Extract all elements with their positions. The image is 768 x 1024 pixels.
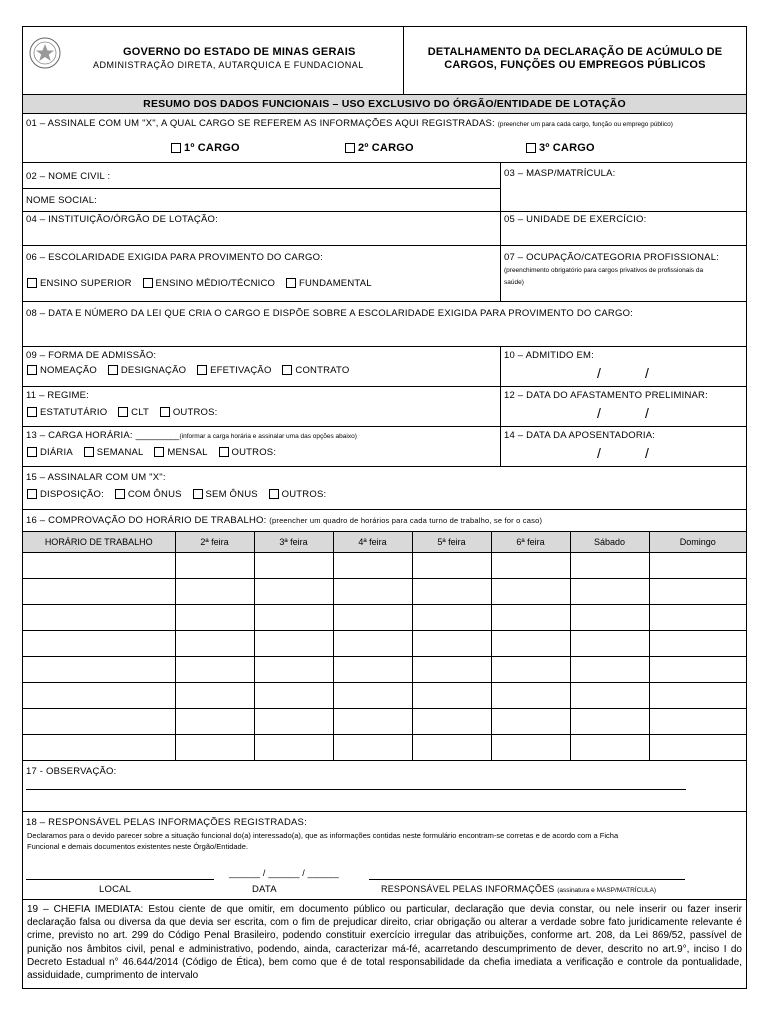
date-slash: /	[645, 365, 649, 381]
schedule-cell[interactable]	[491, 579, 570, 605]
schedule-cell[interactable]	[649, 579, 746, 605]
clt-label: CLT	[131, 407, 149, 418]
gov-header	[23, 27, 403, 94]
signature-line[interactable]	[369, 879, 685, 880]
field-13-label-row	[26, 430, 357, 441]
field-13-label: 13 – CARGA HORÁRIA: ________	[26, 430, 180, 441]
carga-outros-option[interactable]	[219, 447, 277, 458]
field-04-cell[interactable]	[23, 212, 500, 245]
schedule-row	[23, 657, 746, 683]
field-06-07-row	[23, 246, 746, 302]
schedule-row	[23, 735, 746, 761]
schedule-cell[interactable]	[491, 605, 570, 631]
fundamental-label: FUNDAMENTAL	[298, 278, 372, 289]
field-02-03-row	[23, 163, 746, 212]
schedule-row	[23, 631, 746, 657]
schedule-cell[interactable]	[491, 657, 570, 683]
field-06-cell	[23, 246, 500, 301]
section-title-bar	[23, 95, 746, 114]
field-03-cell[interactable]	[500, 163, 746, 211]
field-19-text: Estou ciente de que omitir, em documento público ou particular, declaração que devia constar, ou nele inserir ou fazer inserir declaração falsa ou diversa da que devia ser escrita, com o fim de prejudicar direito, criar obrigação ou alterar a verdade sobre fato juridicamente relevante é crime, previsto no art. 299 do Código Penal Brasileiro, podendo constituir exercício irregular das atribuições, conforme art. 208, da Lei 869/52, passível de punição nos âmbitos civil, penal e administrativo, podendo, ainda, caracterizar má-fé, acarretando descumprimento de dever, descrito no art.9°, inciso I do Decreto Estadual n° 46.644/2014 (Código de Ética), bem como que é de total responsabilidade da chefia imediata a verificação e controle da pontualidade, assiduidade, cumprimento de intervalo	[27, 904, 742, 982]
schedule-cell[interactable]	[570, 553, 649, 579]
schedule-cell[interactable]	[333, 683, 412, 709]
resp-note: (assinatura e MASP/MATRÍCULA)	[557, 887, 657, 894]
local-caption: LOCAL	[99, 884, 132, 895]
cargo-3-option[interactable]	[526, 142, 595, 154]
field-12-label: 12 – DATA DO AFASTAMENTO PRELIMINAR:	[504, 390, 708, 401]
schedule-cell[interactable]	[570, 631, 649, 657]
field-09-label: 09 – FORMA DE ADMISSÃO:	[26, 350, 157, 361]
field-16-note: (preencher um quadro de horários para cada turno de trabalho, se for o caso)	[269, 516, 543, 525]
mensal-checkbox[interactable]	[154, 447, 164, 457]
field-11-options	[27, 407, 226, 418]
date-slash: /	[597, 365, 601, 381]
field-01-label	[26, 118, 673, 129]
schedule-cell[interactable]	[254, 709, 333, 735]
schedule-cell[interactable]	[254, 735, 333, 761]
schedule-cell[interactable]	[333, 553, 412, 579]
schedule-cell[interactable]	[491, 553, 570, 579]
schedule-body	[23, 553, 746, 761]
ensino-superior-checkbox[interactable]	[27, 278, 37, 288]
carga-outros-label: OUTROS:	[231, 447, 277, 458]
ensino-superior-option[interactable]	[27, 278, 132, 289]
cargo-2-checkbox[interactable]	[345, 143, 355, 153]
nome-divider	[23, 188, 500, 189]
disp-outros-label: OUTROS:	[281, 489, 327, 500]
schedule-cell[interactable]	[570, 735, 649, 761]
designacao-checkbox[interactable]	[108, 365, 118, 375]
cargo-1-checkbox[interactable]	[171, 143, 181, 153]
sem-onus-label: SEM ÔNUS	[205, 489, 258, 500]
sem-onus-checkbox[interactable]	[193, 489, 203, 499]
nomeacao-checkbox[interactable]	[27, 365, 37, 375]
schedule-cell[interactable]	[570, 683, 649, 709]
field-06-options	[27, 278, 380, 289]
designacao-option[interactable]	[108, 365, 186, 376]
contrato-option[interactable]	[282, 365, 349, 376]
cargo-2-option[interactable]	[345, 142, 414, 154]
gov-subtitle: ADMINISTRAÇÃO DIRETA, AUTARQUICA E FUNDACIONAL	[93, 60, 364, 70]
schedule-cell[interactable]	[333, 631, 412, 657]
section-title: RESUMO DOS DADOS FUNCIONAIS – USO EXCLUSIVO DO ÓRGÃO/ENTIDADE DE LOTAÇÃO	[143, 98, 626, 110]
schedule-cell[interactable]	[412, 631, 491, 657]
schedule-row	[23, 709, 746, 735]
com-onus-label: COM ÔNUS	[127, 489, 182, 500]
field-13-14-row	[23, 427, 746, 467]
schedule-cell[interactable]	[412, 553, 491, 579]
field-16-label-row	[26, 515, 542, 526]
diaria-checkbox[interactable]	[27, 447, 37, 457]
efetivacao-label: EFETIVAÇÃO	[210, 365, 272, 376]
field-03-label: 03 – MASP/MATRÍCULA:	[504, 168, 616, 179]
contrato-checkbox[interactable]	[282, 365, 292, 375]
clt-checkbox[interactable]	[118, 407, 128, 417]
col-quinta: 5ª feira	[412, 532, 491, 553]
field-11-cell	[23, 387, 500, 426]
field-04-05-row	[23, 212, 746, 246]
col-segunda: 2ª feira	[175, 532, 254, 553]
field-08-row[interactable]	[23, 302, 746, 347]
schedule-cell[interactable]	[254, 683, 333, 709]
schedule-cell[interactable]	[254, 579, 333, 605]
field-04-label: 04 – INSTITUIÇÃO/ÓRGÃO DE LOTAÇÃO:	[26, 214, 218, 225]
schedule-cell[interactable]	[254, 631, 333, 657]
field-01-row	[23, 114, 746, 163]
field-18-row	[23, 812, 746, 900]
fundamental-option[interactable]	[286, 278, 372, 289]
schedule-cell[interactable]	[412, 735, 491, 761]
diaria-label: DIÁRIA	[40, 447, 73, 458]
doc-title-line1: DETALHAMENTO DA DECLARAÇÃO DE ACÚMULO DE	[427, 46, 723, 58]
schedule-cell[interactable]	[570, 657, 649, 683]
mensal-label: MENSAL	[167, 447, 208, 458]
schedule-cell[interactable]	[412, 657, 491, 683]
clt-option[interactable]	[118, 407, 149, 418]
schedule-cell[interactable]	[491, 709, 570, 735]
resp-caption-row	[381, 884, 656, 894]
ensino-medio-checkbox[interactable]	[143, 278, 153, 288]
field-09-options	[27, 365, 357, 376]
col-terca: 3ª feira	[254, 532, 333, 553]
disposicao-option[interactable]	[27, 489, 104, 500]
state-seal-icon	[29, 37, 61, 69]
field-16-label: 16 – COMPROVAÇÃO DO HORÁRIO DE TRABALHO:	[26, 515, 267, 526]
field-18-decl1: Declaramos para o devido parecer sobre a situação funcional do(a) interessado(a), que as informações contidas neste formulário encontram-se corretas e de acordo com a Ficha	[27, 831, 619, 840]
com-onus-option[interactable]	[115, 489, 182, 500]
schedule-cell[interactable]	[570, 579, 649, 605]
field-19-paragraph	[27, 903, 742, 982]
resp-caption: RESPONSÁVEL PELAS INFORMAÇÕES	[381, 884, 555, 894]
field-11-12-row	[23, 387, 746, 427]
accumulation-form	[22, 26, 747, 989]
local-line[interactable]	[26, 879, 214, 880]
regime-outros-checkbox[interactable]	[160, 407, 170, 417]
diaria-option[interactable]	[27, 447, 73, 458]
field-16-header	[23, 510, 746, 531]
schedule-cell[interactable]	[254, 553, 333, 579]
doc-title-line2: CARGOS, FUNÇÕES OU EMPREGOS PÚBLICOS	[444, 59, 706, 71]
field-10-cell[interactable]	[500, 347, 746, 386]
field-14-cell[interactable]	[500, 427, 746, 466]
field-15-options	[27, 489, 334, 500]
schedule-cell[interactable]	[649, 709, 746, 735]
schedule-row	[23, 553, 746, 579]
schedule-cell[interactable]	[491, 735, 570, 761]
schedule-header-row	[23, 532, 746, 553]
field-18-decl2: Funcional e demais documentos existentes neste Órgão/Entidade.	[27, 842, 248, 851]
mensal-option[interactable]	[154, 447, 207, 458]
schedule-cell[interactable]	[333, 605, 412, 631]
form-header	[23, 27, 746, 95]
col-horario: HORÁRIO DE TRABALHO	[23, 532, 175, 553]
field-06-label: 06 – ESCOLARIDADE EXIGIDA PARA PROVIMENTO DO CARGO:	[26, 252, 324, 263]
schedule-cell[interactable]	[412, 605, 491, 631]
data-caption: DATA	[252, 884, 277, 895]
field-05-label: 05 – UNIDADE DE EXERCÍCIO:	[504, 214, 647, 225]
col-sexta: 6ª feira	[491, 532, 570, 553]
schedule-cell[interactable]	[175, 605, 254, 631]
doc-title-block	[403, 27, 746, 94]
schedule-cell[interactable]	[570, 605, 649, 631]
designacao-label: DESIGNAÇÃO	[120, 365, 187, 376]
schedule-cell[interactable]	[649, 657, 746, 683]
schedule-row	[23, 605, 746, 631]
schedule-cell[interactable]	[649, 553, 746, 579]
field-07-label: 07 – OCUPAÇÃO/CATEGORIA PROFISSIONAL:	[504, 252, 720, 263]
nomeacao-option[interactable]	[27, 365, 97, 376]
schedule-cell[interactable]	[333, 709, 412, 735]
field-11-label: 11 – REGIME:	[26, 390, 89, 401]
field-01-label-text: 01 – ASSINALE COM UM "X", A QUAL CARGO SE REFEREM AS INFORMAÇÕES AQUI REGISTRADAS:	[26, 118, 495, 129]
schedule-table	[23, 531, 746, 761]
cargo-1-option[interactable]	[171, 142, 240, 154]
schedule-cell[interactable]	[570, 709, 649, 735]
field-10-label: 10 – ADMITIDO EM:	[504, 350, 594, 361]
semanal-option[interactable]	[84, 447, 144, 458]
field-13-cell	[23, 427, 500, 466]
estatutario-label: ESTATUTÁRIO	[40, 407, 108, 418]
col-quarta: 4ª feira	[333, 532, 412, 553]
field-07-note1: (preenchimento obrigatório para cargos privativos de profissionais da	[504, 267, 704, 274]
ensino-superior-label: ENSINO SUPERIOR	[40, 278, 132, 289]
field-19-label: 19 – CHEFIA IMEDIATA:	[27, 904, 144, 915]
schedule-cell[interactable]	[23, 735, 175, 761]
schedule-cell[interactable]	[333, 735, 412, 761]
ensino-medio-option[interactable]	[143, 278, 276, 289]
schedule-cell[interactable]	[333, 579, 412, 605]
cargo-3-label: 3º CARGO	[539, 142, 595, 154]
contrato-label: CONTRATO	[295, 365, 350, 376]
schedule-cell[interactable]	[649, 683, 746, 709]
field-18-label: 18 – RESPONSÁVEL PELAS INFORMAÇÕES REGISTRADAS:	[26, 817, 307, 828]
field-13-note: (informar a carga horária e assinalar uma das opções abaixo)	[179, 433, 357, 440]
col-domingo: Domingo	[649, 532, 746, 553]
field-02-label: 02 – NOME CIVIL :	[26, 171, 111, 182]
regime-outros-label: OUTROS:	[172, 407, 218, 418]
field-07-note2: saúde)	[504, 279, 524, 286]
date-slash: /	[597, 405, 601, 421]
efetivacao-checkbox[interactable]	[197, 365, 207, 375]
schedule-cell[interactable]	[491, 683, 570, 709]
regime-outros-option[interactable]	[160, 407, 218, 418]
date-slash: /	[597, 445, 601, 461]
estatutario-option[interactable]	[27, 407, 107, 418]
field-19-row	[23, 900, 746, 989]
schedule-cell[interactable]	[23, 605, 175, 631]
field-02-cell[interactable]	[23, 163, 500, 211]
schedule-cell[interactable]	[23, 553, 175, 579]
field-01-note: (preencher um para cada cargo, função ou emprego público)	[497, 121, 673, 128]
fundamental-checkbox[interactable]	[286, 278, 296, 288]
schedule-cell[interactable]	[412, 709, 491, 735]
field-15-row	[23, 467, 746, 510]
nome-social-label: NOME SOCIAL:	[26, 195, 98, 206]
gov-title: GOVERNO DO ESTADO DE MINAS GERAIS	[123, 46, 356, 58]
schedule-cell[interactable]	[23, 579, 175, 605]
field-13-options	[27, 447, 284, 458]
disp-outros-checkbox[interactable]	[269, 489, 279, 499]
carga-outros-checkbox[interactable]	[219, 447, 229, 457]
schedule-table-wrap	[23, 531, 746, 764]
field-17-row[interactable]	[23, 760, 746, 812]
field-09-cell	[23, 347, 500, 386]
schedule-cell[interactable]	[175, 709, 254, 735]
observation-line[interactable]	[26, 789, 686, 790]
schedule-cell[interactable]	[23, 657, 175, 683]
field-05-cell[interactable]	[500, 212, 746, 245]
schedule-cell[interactable]	[254, 657, 333, 683]
schedule-cell[interactable]	[491, 631, 570, 657]
schedule-cell[interactable]	[23, 709, 175, 735]
col-sabado: Sábado	[570, 532, 649, 553]
field-07-cell[interactable]	[500, 246, 746, 301]
ensino-medio-label: ENSINO MÉDIO/TÉCNICO	[155, 278, 276, 289]
efetivacao-option[interactable]	[197, 365, 271, 376]
cargo-1-label: 1º CARGO	[184, 142, 240, 154]
field-14-label: 14 – DATA DA APOSENTADORIA:	[504, 430, 656, 441]
schedule-cell[interactable]	[254, 605, 333, 631]
schedule-cell[interactable]	[412, 683, 491, 709]
nomeacao-label: NOMEAÇÃO	[40, 365, 98, 376]
schedule-cell[interactable]	[175, 683, 254, 709]
field-15-label: 15 – ASSINALAR COM UM "X":	[26, 472, 166, 483]
schedule-cell[interactable]	[333, 657, 412, 683]
date-slash: /	[645, 445, 649, 461]
date-slash: /	[645, 405, 649, 421]
disp-outros-option[interactable]	[269, 489, 327, 500]
schedule-cell[interactable]	[23, 631, 175, 657]
estatutario-checkbox[interactable]	[27, 407, 37, 417]
schedule-cell[interactable]	[649, 605, 746, 631]
date-line[interactable]: ______ / ______ / ______	[229, 868, 339, 878]
disposicao-label: DISPOSIÇÃO:	[40, 489, 104, 500]
com-onus-checkbox[interactable]	[115, 489, 125, 499]
schedule-row	[23, 579, 746, 605]
schedule-cell[interactable]	[412, 579, 491, 605]
field-09-10-row	[23, 347, 746, 387]
schedule-cell[interactable]	[23, 683, 175, 709]
semanal-checkbox[interactable]	[84, 447, 94, 457]
field-17-label: 17 - OBSERVAÇÃO:	[26, 766, 117, 777]
field-08-label: 08 – DATA E NÚMERO DA LEI QUE CRIA O CARGO E DISPÕE SOBRE A ESCOLARIDADE EXIGIDA PARA PROVIMENTO DO CARGO:	[26, 308, 634, 319]
schedule-cell[interactable]	[175, 579, 254, 605]
field-12-cell[interactable]	[500, 387, 746, 426]
disposicao-checkbox[interactable]	[27, 489, 37, 499]
cargo-3-checkbox[interactable]	[526, 143, 536, 153]
schedule-cell[interactable]	[175, 553, 254, 579]
schedule-cell[interactable]	[175, 631, 254, 657]
sem-onus-option[interactable]	[193, 489, 258, 500]
schedule-cell[interactable]	[649, 735, 746, 761]
schedule-cell[interactable]	[175, 735, 254, 761]
cargo-2-label: 2º CARGO	[358, 142, 414, 154]
schedule-cell[interactable]	[175, 657, 254, 683]
schedule-row	[23, 683, 746, 709]
semanal-label: SEMANAL	[96, 447, 144, 458]
schedule-cell[interactable]	[649, 631, 746, 657]
